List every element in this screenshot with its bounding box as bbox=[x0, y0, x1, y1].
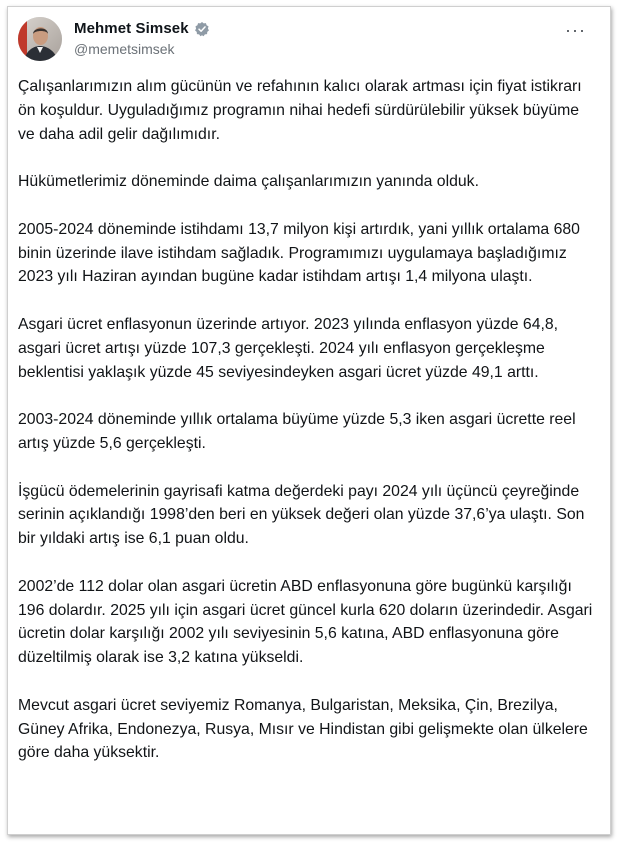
display-name[interactable]: Mehmet Simsek bbox=[74, 20, 189, 37]
tweet-paragraph: 2005-2024 döneminde istihdamı 13,7 milyon kişi artırdık, yani yıllık ortalama 680 binin üzerinde ilave istihdam sağladık. Programımızı uygulamaya başladığımız 2023 yılı Haziran ayından bugüne kadar istihdam artışı 1,4 milyona ulaştı. bbox=[18, 220, 580, 286]
tweet-paragraph: Hükümetlerimiz döneminde daima çalışanlarımızın yanında olduk. bbox=[18, 173, 479, 191]
tweet-paragraph: 2003-2024 döneminde yıllık ortalama büyüme yüzde 5,3 iken asgari ücrette reel artış yüzde 5,6 gerçekleşti. bbox=[18, 411, 576, 452]
verified-badge-icon bbox=[194, 21, 210, 37]
tweet-paragraph: Çalışanlarımızın alım gücünün ve refahının kalıcı olarak artması için fiyat istikrarı ön koşuldur. Uyguladığımız programın nihai hedefi sürdürülebilir yüksek büyüme ve daha adil gelir dağılımıdır. bbox=[18, 78, 582, 143]
tweet-paragraph: Asgari ücret enflasyonun üzerinde artıyor. 2023 yılında enflasyon yüzde 64,8, asgari ücret artışı yüzde 107,3 gerçekleşti. 2024 yılı enflasyon gerçekleşme beklentisi yaklaşık yüzde 45 seviyesindeyken asgari ücret yüzde 49,1 arttı. bbox=[18, 315, 559, 381]
avatar-portrait-icon bbox=[18, 17, 62, 61]
tweet-paragraph: İşgücü ödemelerinin gayrisafi katma değerdeki payı 2024 yılı üçüncü çeyreğinde serinin açıklandığı 1998’den beri en yüksek değeri olan yüzde 37,6’ya ulaştı. Son bir yıldaki artış ise 6,1 puan oldu. bbox=[18, 482, 585, 548]
avatar[interactable] bbox=[18, 17, 62, 61]
author-name-row bbox=[74, 20, 210, 37]
tweet-text bbox=[18, 75, 598, 789]
tweet-paragraph: Mevcut asgari ücret seviyemiz Romanya, Bulgaristan, Meksika, Çin, Brezilya, Güney Afrika, Endonezya, Rusya, Mısır ve Hindistan gibi gelişmekte olan ülkelere göre daha yüksektir. bbox=[18, 696, 588, 762]
tweet-paragraph: 2002’de 112 dolar olan asgari ücretin ABD enflasyonuna göre bugünkü karşılığı 196 dolardır. 2025 yılı için asgari ücret güncel kurla 620 doların üzerindedir. Asgari ücretin dolar karşılığı 2002 yılı seviyesinin 5,6 katına, ABD enflasyonuna göre düzeltilmiş olarak ise 3,2 katına yükseldi. bbox=[18, 577, 593, 667]
tweet-card bbox=[7, 6, 611, 835]
author-handle[interactable]: @memetsimsek bbox=[74, 41, 175, 57]
more-options-icon[interactable]: ··· bbox=[565, 20, 586, 40]
tweet-header bbox=[18, 17, 600, 65]
